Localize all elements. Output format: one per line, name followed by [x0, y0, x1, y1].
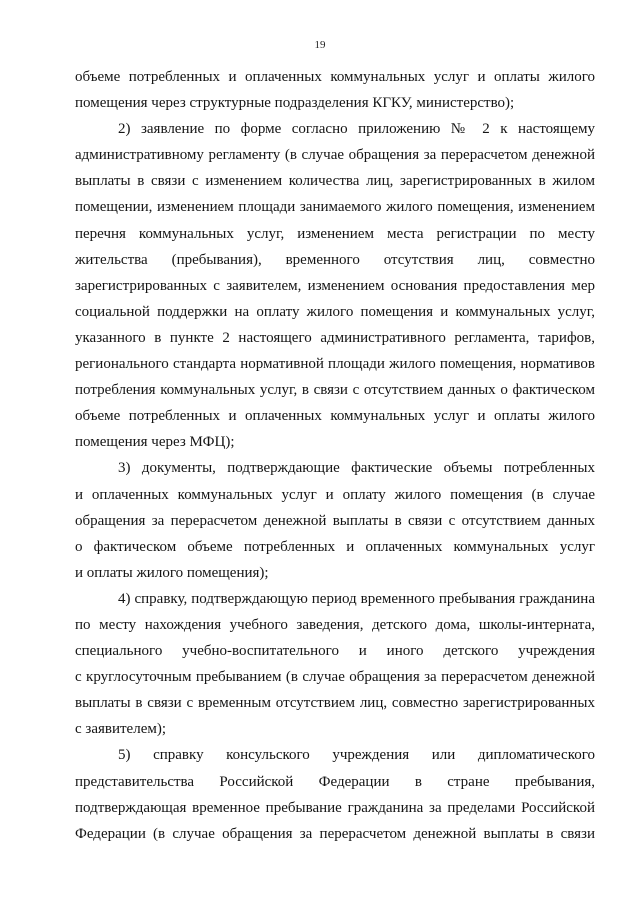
- text-line: Федерации (в случае обращения за перерасчетом денежной выплаты в связи: [75, 825, 595, 842]
- text-line: обращения за перерасчетом денежной выплаты в связи с отсутствием данных: [75, 512, 595, 529]
- text-line: административному регламенту (в случае обращения за перерасчетом денежной: [75, 147, 595, 164]
- text-line: регионального стандарта нормативной площади жилого помещения, нормативов: [75, 356, 595, 373]
- text-line: жительства (пребывания), временного отсутствия лиц, совместно: [75, 251, 595, 268]
- text-line: 4) справку, подтверждающую период временного пребывания гражданина: [118, 590, 595, 607]
- text-line: и оплаченных коммунальных услуг и оплату жилого помещения (в случае: [75, 486, 595, 503]
- document-body: [75, 64, 595, 847]
- text-line: подтверждающая временное пребывание гражданина за пределами Российской: [75, 799, 595, 816]
- text-line: с заявителем);: [75, 721, 167, 738]
- text-line: потребления коммунальных услуг, в связи с отсутствием данных о фактическом: [75, 382, 595, 399]
- text-line: 3) документы, подтверждающие фактические объемы потребленных: [118, 460, 595, 477]
- text-line: и оплаты жилого помещения);: [75, 564, 269, 581]
- text-line: указанного в пункте 2 настоящего административного регламента, тарифов,: [75, 329, 595, 346]
- text-line: представительства Российской Федерации в стране пребывания,: [75, 773, 595, 790]
- text-line: 5) справку консульского учреждения или дипломатического: [118, 747, 595, 764]
- text-line: помещения через структурные подразделения КГКУ, министерство);: [75, 95, 515, 112]
- text-line: выплаты в связи с изменением количества лиц, зарегистрированных в жилом: [75, 173, 595, 190]
- page-number: 19: [314, 39, 326, 51]
- text-line: зарегистрированных с заявителем, изменением основания предоставления мер: [75, 277, 595, 294]
- text-line: о фактическом объеме потребленных и оплаченных коммунальных услуг: [75, 538, 595, 555]
- text-line: социальной поддержки на оплату жилого помещения и коммунальных услуг,: [75, 303, 595, 320]
- text-line: помещении, изменением площади занимаемого жилого помещения, изменением: [75, 199, 595, 216]
- text-line: с круглосуточным пребыванием (в случае обращения за перерасчетом денежной: [75, 669, 595, 686]
- text-line: перечня коммунальных услуг, изменением места регистрации по месту: [75, 225, 595, 242]
- text-line: 2) заявление по форме согласно приложению № 2 к настоящему: [118, 121, 595, 138]
- text-line: специального учебно-воспитательного и иного детского учреждения: [75, 643, 595, 660]
- text-line: объеме потребленных и оплаченных коммунальных услуг и оплаты жилого: [75, 408, 595, 425]
- text-line: объеме потребленных и оплаченных коммунальных услуг и оплаты жилого: [75, 69, 595, 85]
- text-line: выплаты в связи с временным отсутствием лиц, совместно зарегистрированных: [75, 695, 595, 712]
- text-line: помещения через МФЦ);: [75, 434, 235, 451]
- text-line: по месту нахождения учебного заведения, детского дома, школы-интерната,: [75, 616, 595, 633]
